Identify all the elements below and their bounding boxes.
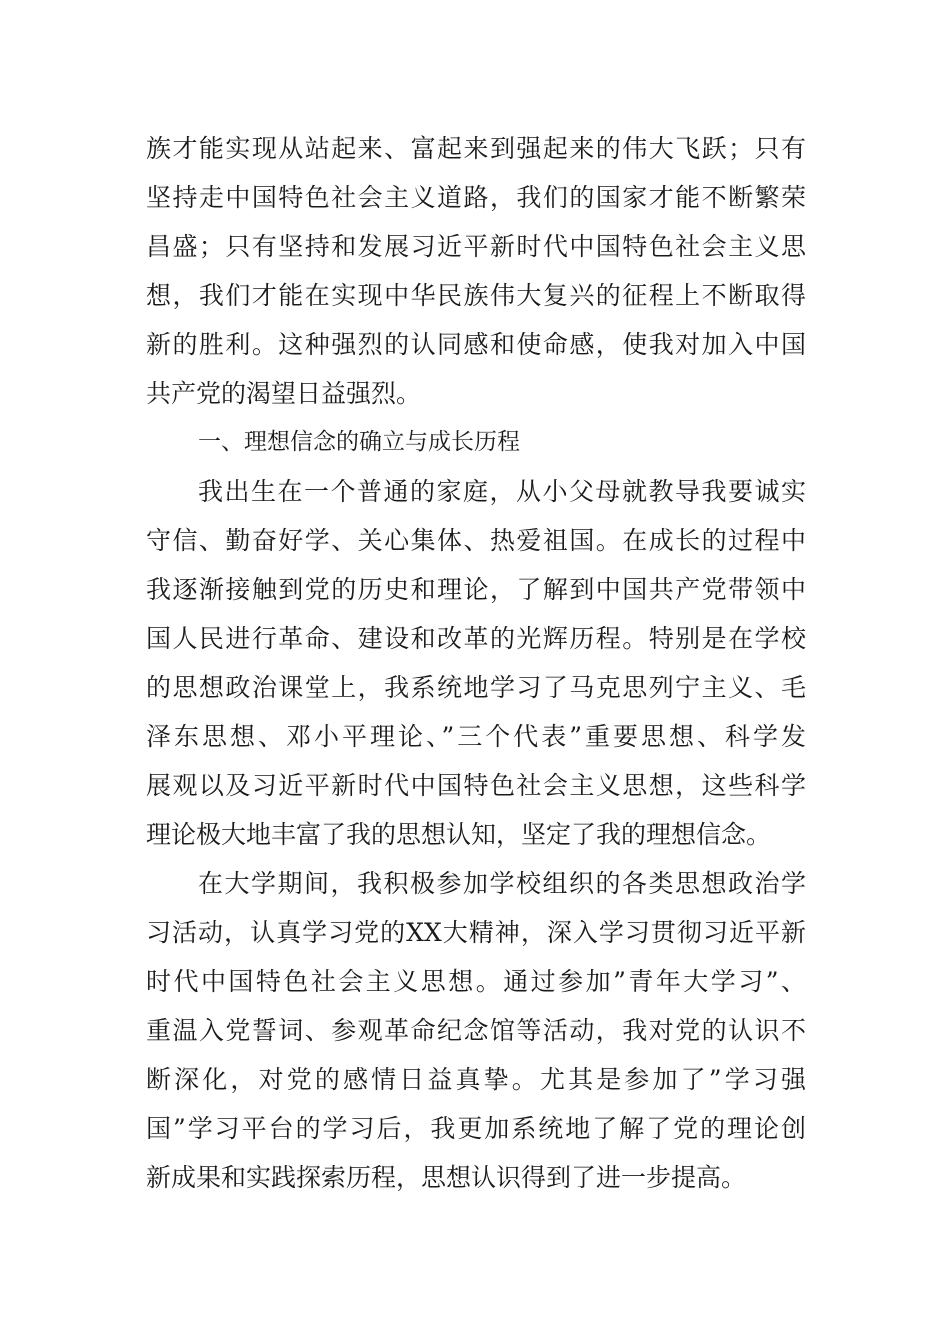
paragraph-line: 国人民进行革命、建设和改革的光辉历程。特别是在学校 (146, 624, 806, 653)
paragraph-line: 我逐渐接触到党的历史和理论，了解到中国共产党带领中 (146, 575, 806, 604)
paragraph-line: 时代中国特色社会主义思想。通过参加”青年大学习”、 (146, 967, 806, 996)
paragraph-line: 在大学期间，我积极参加学校组织的各类思想政治学 (198, 869, 806, 898)
paragraph-line: 想，我们才能在实现中华民族伟大复兴的征程上不断取得 (146, 281, 806, 310)
paragraph-line: 重温入党誓词、参观革命纪念馆等活动，我对党的认识不 (146, 1016, 806, 1045)
section-heading: 一、理想信念的确立与成长历程 (198, 429, 520, 455)
paragraph-line: 我出生在一个普通的家庭，从小父母就教导我要诚实 (198, 477, 806, 506)
paragraph-2 (146, 467, 806, 859)
paragraph-line: 共产党的渴望日益强烈。 (146, 379, 422, 408)
paragraph-1 (146, 124, 806, 418)
paragraph-line: 断深化，对党的感情日益真挚。尤其是参加了”学习强 (146, 1065, 806, 1094)
paragraph-line: 新成果和实践探索历程，思想认识得到了进一步提高。 (146, 1163, 747, 1192)
paragraph-line: 习活动，认真学习党的XX大精神，深入学习贯彻习近平新 (146, 918, 806, 947)
paragraph-line: 理论极大地丰富了我的思想认知，坚定了我的理想信念。 (146, 820, 772, 849)
paragraph-line: 守信、勤奋好学、关心集体、热爱祖国。在成长的过程中 (146, 526, 806, 555)
document-body (146, 124, 806, 1202)
paragraph-line: 泽东思想、邓小平理论、”三个代表”重要思想、科学发 (146, 722, 806, 751)
paragraph-line: 坚持走中国特色社会主义道路，我们的国家才能不断繁荣 (146, 183, 806, 212)
paragraph-line: 昌盛；只有坚持和发展习近平新时代中国特色社会主义思 (146, 232, 806, 261)
paragraph-line: 新的胜利。这种强烈的认同感和使命感，使我对加入中国 (146, 330, 806, 359)
paragraph-line: 的思想政治课堂上，我系统地学习了马克思列宁主义、毛 (146, 673, 806, 702)
paragraph-line: 国”学习平台的学习后，我更加系统地了解了党的理论创 (146, 1114, 806, 1143)
paragraph-line: 族才能实现从站起来、富起来到强起来的伟大飞跃；只有 (146, 134, 806, 163)
paragraph-3 (146, 859, 806, 1202)
paragraph-line: 展观以及习近平新时代中国特色社会主义思想，这些科学 (146, 771, 806, 800)
